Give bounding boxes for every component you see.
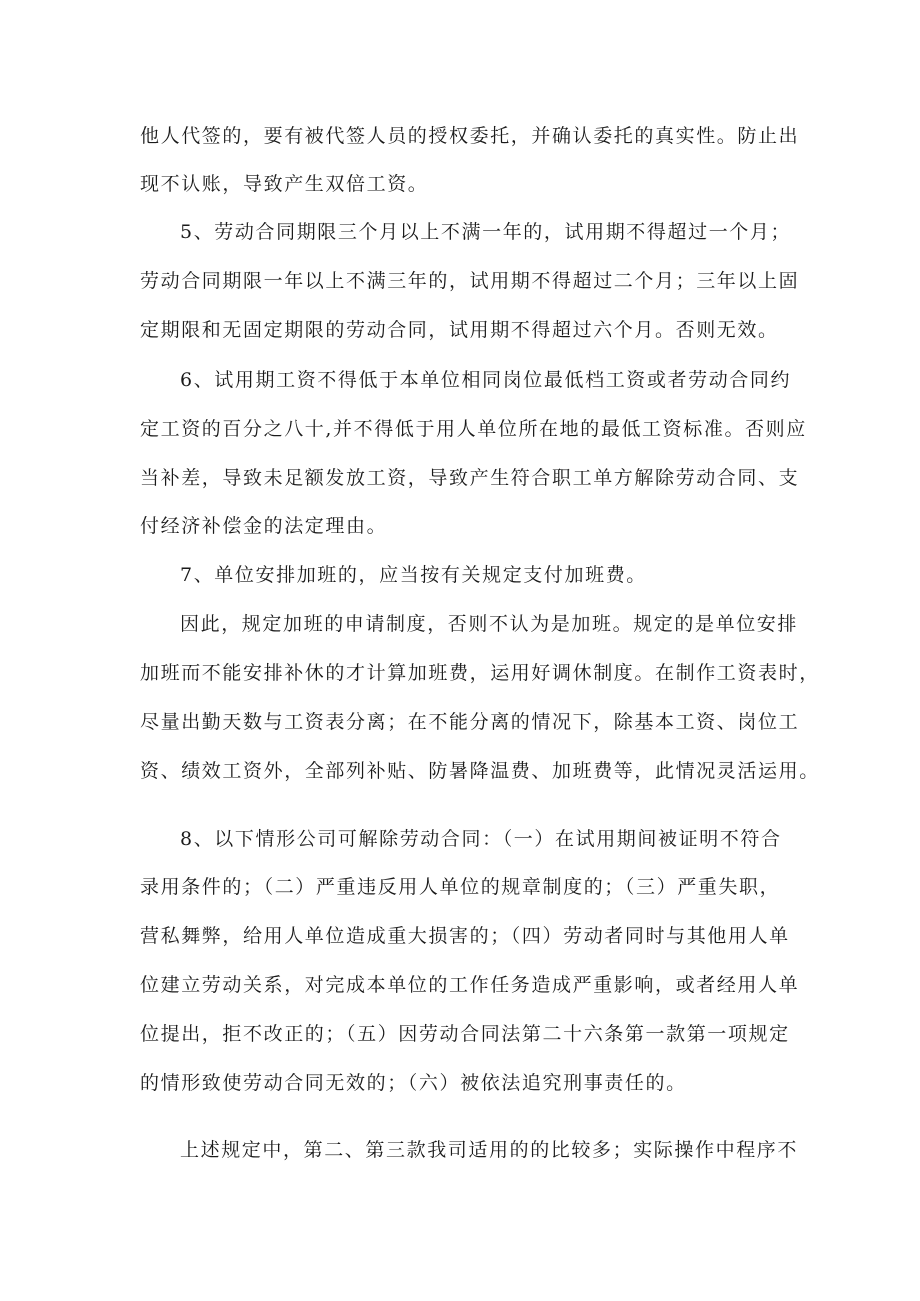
text-line: 的情形致使劳动合同无效的；（六）被依法追究刑事责任的。: [140, 1072, 687, 1094]
text-line: 资、绩效工资外，全部列补贴、防暑降温费、加班费等，此情况灵活运用。: [140, 760, 820, 782]
paragraph-line: 因此，规定加班的申请制度，否则不认为是加班。规定的是单位安排: [180, 613, 799, 635]
text-line: 位提出，拒不改正的；（五）因劳动合同法第二十六条第一款第一项规定: [140, 1023, 790, 1045]
text-line: 定工资的百分之八十,并不得低于用人单位所在地的最低工资标准。否则应: [140, 418, 807, 440]
text-line: 当补差，导致未足额发放工资，导致产生符合职工单方解除劳动合同、支: [140, 467, 800, 489]
text-line: 付经济补偿金的法定理由。: [140, 515, 388, 537]
text-line: 劳动合同期限一年以上不满三年的，试用期不得超过二个月；三年以上固: [140, 270, 800, 292]
text-line: 营私舞弊，给用人单位造成重大损害的；（四）劳动者同时与其他用人单: [140, 925, 790, 947]
paragraph-line: 上述规定中，第二、第三款我司适用的的比较多；实际操作中程序不: [180, 1139, 799, 1161]
text-line: 他人代签的，要有被代签人员的授权委托，并确认委托的真实性。防止出: [140, 125, 800, 147]
paragraph-8-line: 8、以下情形公司可解除劳动合同：（一）在试用期间被证明不符合: [180, 828, 782, 850]
paragraph-7-line: 7、单位安排加班的，应当按有关规定支付加班费。: [180, 564, 647, 586]
text-line: 录用条件的；（二）严重违反用人单位的规章制度的；（三）严重失职，: [140, 876, 781, 898]
text-line: 定期限和无固定期限的劳动合同，试用期不得超过六个月。否则无效。: [140, 319, 779, 341]
text-line: 现不认账，导致产生双倍工资。: [140, 173, 429, 195]
text-line: 加班而不能安排补休的才计算加班费，运用好调休制度。在制作工资表时，: [140, 662, 820, 684]
paragraph-5-line: 5、劳动合同期限三个月以上不满一年的，试用期不得超过一个月；: [180, 221, 792, 243]
text-line: 尽量出勤天数与工资表分离；在不能分离的情况下，除基本工资、岗位工: [140, 711, 800, 733]
paragraph-6-line: 6、试用期工资不得低于本单位相同岗位最低档工资或者劳动合同约: [180, 369, 792, 391]
text-line: 位建立劳动关系，对完成本单位的工作任务造成严重影响，或者经用人单: [140, 974, 800, 996]
